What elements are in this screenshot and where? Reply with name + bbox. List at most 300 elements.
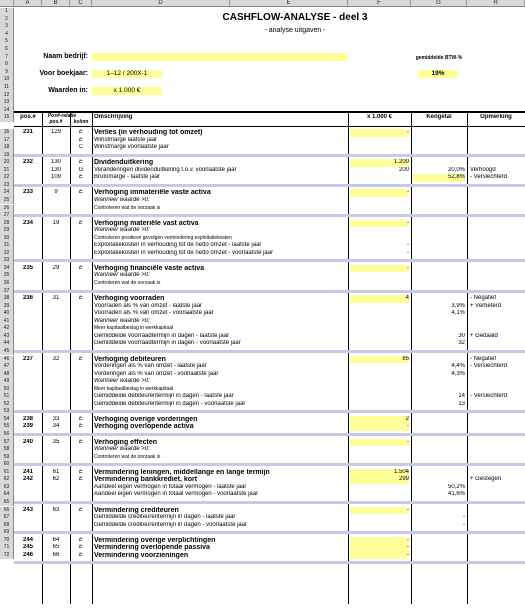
cell-relation[interactable]: 61: [52, 468, 60, 475]
row-number[interactable]: 32: [0, 250, 14, 258]
cell-amount[interactable]: [350, 491, 409, 499]
cell-amount[interactable]: -: [350, 265, 409, 273]
cell-remark[interactable]: [470, 544, 525, 552]
cell-remark[interactable]: [470, 340, 525, 348]
cell-pos[interactable]: [14, 167, 42, 175]
cell-pos[interactable]: [14, 484, 42, 492]
cell-column[interactable]: [70, 318, 92, 326]
cell-relation[interactable]: 109: [50, 174, 61, 181]
cell-ratio[interactable]: [413, 446, 465, 454]
cell-description[interactable]: Wanneer waarde >0:: [94, 378, 150, 385]
year-input[interactable]: 1–12 / 200X-1: [92, 70, 162, 78]
cell-remark[interactable]: - Verslechterd: [470, 174, 508, 181]
row-number[interactable]: 13: [0, 99, 14, 107]
column-header-b[interactable]: B: [42, 0, 70, 7]
cell-column[interactable]: [70, 386, 92, 394]
cell-amount[interactable]: 4: [350, 295, 409, 303]
cell-pos[interactable]: [14, 491, 42, 499]
cell-amount[interactable]: [350, 333, 409, 341]
cell-ratio[interactable]: [413, 378, 465, 386]
cell-description[interactable]: Dividenduitkering: [94, 159, 154, 167]
cell-relation[interactable]: 35: [52, 438, 60, 445]
cell-ratio[interactable]: [413, 272, 465, 280]
cell-relation[interactable]: [42, 325, 70, 333]
cell-column[interactable]: [70, 454, 92, 462]
cell-remark[interactable]: [470, 401, 525, 409]
cell-column[interactable]: C: [78, 144, 84, 151]
cell-pos[interactable]: [14, 272, 42, 280]
column-header-d[interactable]: D: [92, 0, 230, 7]
cell-ratio[interactable]: 3,9%: [451, 302, 465, 309]
cell-description[interactable]: Verlies (in verhouding tot omzet): [94, 129, 203, 136]
cell-column[interactable]: E: [78, 415, 83, 422]
row-number[interactable]: 6: [0, 46, 14, 54]
cell-remark[interactable]: Verhoogd: [470, 166, 496, 173]
cell-description[interactable]: Exploitatiekosten in verhouding tot de netto omzet - laatste jaar: [94, 242, 262, 249]
cell-relation[interactable]: [42, 386, 70, 394]
cell-ratio[interactable]: [413, 129, 465, 137]
cell-amount[interactable]: [350, 310, 409, 318]
row-number[interactable]: 58: [0, 446, 14, 454]
cell-description[interactable]: Wanneer waarde >0:: [94, 446, 150, 453]
cell-ratio[interactable]: 4,4%: [451, 363, 465, 370]
cell-pos[interactable]: [14, 137, 42, 145]
row-number[interactable]: 28: [0, 220, 14, 228]
cell-ratio[interactable]: 30: [458, 332, 465, 339]
cell-ratio[interactable]: [413, 235, 465, 243]
cell-column[interactable]: [70, 303, 92, 311]
cell-ratio[interactable]: [413, 144, 465, 152]
column-header-e[interactable]: E: [230, 0, 348, 7]
cell-relation[interactable]: [42, 514, 70, 522]
cell-relation[interactable]: 62: [52, 476, 60, 483]
cell-remark[interactable]: + Gedaald: [470, 332, 498, 339]
column-header-c[interactable]: C: [70, 0, 92, 7]
cell-remark[interactable]: - Negatief: [470, 295, 497, 302]
cell-relation[interactable]: [42, 310, 70, 318]
cell-column[interactable]: [70, 242, 92, 250]
cell-column[interactable]: E: [78, 536, 83, 543]
row-number[interactable]: 43: [0, 333, 14, 341]
cell-remark[interactable]: [470, 137, 525, 145]
cell-description[interactable]: Wanneer waarde >0:: [94, 272, 150, 279]
cell-description[interactable]: Verhoging overlopende activa: [94, 423, 194, 431]
cell-remark[interactable]: + Verbeterd: [470, 302, 502, 309]
cell-ratio[interactable]: 52,8%: [413, 174, 465, 182]
column-header-g[interactable]: G: [411, 0, 467, 7]
cell-pos[interactable]: 233: [22, 189, 33, 196]
cell-relation[interactable]: [42, 446, 70, 454]
cell-pos[interactable]: [14, 205, 42, 213]
row-number[interactable]: 44: [0, 340, 14, 348]
cell-column[interactable]: E: [78, 295, 83, 302]
values-input[interactable]: x 1.000 €: [92, 87, 162, 95]
cell-description[interactable]: Vermindering overige verplichtingen: [94, 536, 216, 544]
cell-pos[interactable]: [14, 363, 42, 371]
cell-pos[interactable]: [14, 235, 42, 243]
cell-column[interactable]: [70, 280, 92, 288]
row-number[interactable]: 4: [0, 31, 14, 39]
cell-amount[interactable]: [350, 484, 409, 492]
cell-amount[interactable]: [350, 522, 409, 530]
cell-pos[interactable]: 236: [22, 295, 33, 302]
cell-pos[interactable]: [14, 401, 42, 409]
cell-amount[interactable]: [350, 386, 409, 394]
row-number[interactable]: 56: [0, 431, 14, 439]
cell-description[interactable]: Controleren positieve gevolgen vermindering exploitatiekosten: [94, 234, 232, 241]
row-number[interactable]: 71: [0, 544, 14, 552]
cell-remark[interactable]: [470, 272, 525, 280]
cell-description[interactable]: Veranderingen dividenduitkering t.o.v. voorlaatste jaar: [94, 166, 237, 173]
row-number[interactable]: 14: [0, 107, 14, 115]
cell-pos[interactable]: [14, 514, 42, 522]
cell-pos[interactable]: 231: [22, 129, 33, 135]
cell-column[interactable]: E: [78, 468, 83, 475]
cell-remark[interactable]: [470, 371, 525, 379]
cell-ratio[interactable]: 41,6%: [447, 491, 465, 498]
cell-amount[interactable]: [350, 514, 409, 522]
row-number[interactable]: 38: [0, 295, 14, 303]
cell-relation[interactable]: [42, 144, 70, 152]
cell-description[interactable]: Brutomarge - laatste jaar: [94, 174, 161, 181]
cell-relation[interactable]: 129: [50, 129, 61, 135]
cell-column[interactable]: E: [78, 159, 83, 166]
cell-description[interactable]: Winstmarge laatste jaar: [94, 136, 158, 143]
cell-relation[interactable]: 33: [52, 415, 60, 422]
cell-ratio[interactable]: [413, 265, 465, 273]
cell-remark[interactable]: [470, 220, 525, 228]
cell-amount[interactable]: -: [350, 220, 409, 228]
cell-description[interactable]: Wanneer waarde >0:: [94, 227, 150, 234]
cell-amount[interactable]: -: [350, 129, 409, 137]
cell-column[interactable]: E: [78, 476, 83, 483]
cell-pos[interactable]: [14, 371, 42, 379]
row-number[interactable]: 9: [0, 69, 14, 77]
cell-column[interactable]: E: [78, 219, 83, 226]
row-number[interactable]: 49: [0, 378, 14, 386]
cell-relation[interactable]: 130: [50, 166, 61, 173]
row-number[interactable]: 40: [0, 310, 14, 318]
cell-pos[interactable]: [14, 522, 42, 530]
column-header-a[interactable]: A: [14, 0, 42, 7]
cell-column[interactable]: E: [78, 551, 83, 558]
cell-relation[interactable]: [42, 333, 70, 341]
row-number[interactable]: 5: [0, 38, 14, 46]
row-number[interactable]: 50: [0, 386, 14, 394]
cell-amount[interactable]: 2: [350, 416, 409, 424]
cell-description[interactable]: Gemiddelde voorraadtermijn in dagen - laatste jaar: [94, 332, 230, 339]
cell-ratio[interactable]: [413, 242, 465, 250]
cell-pos[interactable]: 242: [22, 476, 33, 483]
cell-amount[interactable]: -: [350, 189, 409, 197]
cell-ratio[interactable]: [413, 205, 465, 213]
cell-column[interactable]: [70, 491, 92, 499]
cell-description[interactable]: Gemiddelde voorraadtermijn in dagen - voorlaatste jaar: [94, 340, 241, 347]
cell-amount[interactable]: [350, 235, 409, 243]
cell-remark[interactable]: - Verslechterd: [470, 393, 508, 400]
cell-relation[interactable]: [42, 318, 70, 326]
cell-pos[interactable]: [14, 280, 42, 288]
cell-description[interactable]: Verhoging materiële vast activa: [94, 219, 199, 227]
cell-pos[interactable]: [14, 340, 42, 348]
cell-amount[interactable]: [350, 137, 409, 145]
cell-ratio[interactable]: [413, 423, 465, 431]
row-number[interactable]: 51: [0, 393, 14, 401]
cell-pos[interactable]: [14, 446, 42, 454]
cell-amount[interactable]: [350, 197, 409, 205]
cell-description[interactable]: Meer kapitaalbeslag in werkkapitaal: [94, 325, 174, 332]
cell-pos[interactable]: [14, 454, 42, 462]
cell-ratio[interactable]: [413, 537, 465, 545]
row-number[interactable]: 7: [0, 54, 14, 62]
cell-relation[interactable]: 66: [52, 551, 60, 558]
row-number[interactable]: 53: [0, 408, 14, 416]
cell-description[interactable]: Wanneer waarde >0:: [94, 196, 150, 203]
vat-input[interactable]: 19%: [418, 70, 458, 78]
cell-description[interactable]: Verhoging immateriële vaste activa: [94, 189, 211, 197]
cell-relation[interactable]: 32: [52, 355, 60, 362]
cell-relation[interactable]: 9: [54, 189, 58, 196]
cell-column[interactable]: [70, 272, 92, 280]
cell-ratio[interactable]: [413, 318, 465, 326]
cell-remark[interactable]: [470, 189, 525, 197]
row-number[interactable]: 33: [0, 257, 14, 265]
row-number[interactable]: 10: [0, 76, 14, 84]
cell-pos[interactable]: 245: [22, 544, 33, 551]
cell-remark[interactable]: [470, 129, 525, 137]
row-number[interactable]: 46: [0, 356, 14, 364]
row-number[interactable]: 62: [0, 476, 14, 484]
cell-pos[interactable]: 239: [22, 423, 33, 430]
row-number[interactable]: 52: [0, 401, 14, 409]
row-number[interactable]: 57: [0, 439, 14, 447]
cell-column[interactable]: E: [78, 264, 83, 271]
cell-ratio[interactable]: [413, 197, 465, 205]
cell-ratio[interactable]: 50,2%: [447, 483, 465, 490]
row-number[interactable]: 54: [0, 416, 14, 424]
cell-remark[interactable]: [470, 159, 525, 167]
cell-ratio[interactable]: [413, 325, 465, 333]
row-number[interactable]: 65: [0, 499, 14, 507]
cell-description[interactable]: Meer kapitaalbeslag in werkkapitaal: [94, 385, 174, 392]
cell-column[interactable]: [70, 197, 92, 205]
cell-description[interactable]: Aandeel eigen vermogen in totaal vermogen - voorlaatste jaar: [94, 491, 259, 498]
cell-remark[interactable]: [470, 227, 525, 235]
cell-remark[interactable]: [470, 469, 525, 477]
cell-remark[interactable]: - Verslechterd: [470, 363, 508, 370]
cell-description[interactable]: Verhoging debiteuren: [94, 355, 166, 363]
cell-amount[interactable]: [350, 174, 409, 182]
cell-pos[interactable]: [14, 174, 42, 182]
column-header-f[interactable]: F: [348, 0, 411, 7]
cell-column[interactable]: E: [78, 129, 83, 135]
cell-amount[interactable]: [350, 363, 409, 371]
cell-remark[interactable]: [470, 378, 525, 386]
row-number[interactable]: 67: [0, 514, 14, 522]
cell-column[interactable]: [70, 371, 92, 379]
cell-description[interactable]: Aandeel eigen vermogen in totaal vermogen - laatste jaar: [94, 483, 247, 490]
cell-amount[interactable]: -: [350, 537, 409, 545]
cell-ratio[interactable]: [413, 439, 465, 447]
cell-ratio[interactable]: [413, 280, 465, 288]
cell-remark[interactable]: [470, 250, 525, 258]
cell-amount[interactable]: [350, 205, 409, 213]
cell-description[interactable]: Vermindering overlopende passiva: [94, 544, 210, 552]
row-number[interactable]: 24: [0, 189, 14, 197]
cell-pos[interactable]: 241: [22, 468, 33, 475]
cell-ratio[interactable]: [413, 416, 465, 424]
company-input[interactable]: [92, 53, 348, 61]
row-number[interactable]: 26: [0, 205, 14, 213]
cell-amount[interactable]: -: [350, 423, 409, 431]
cell-amount[interactable]: -: [407, 242, 409, 249]
cell-pos[interactable]: [14, 303, 42, 311]
cell-remark[interactable]: [470, 491, 525, 499]
row-number[interactable]: 11: [0, 84, 14, 92]
cell-relation[interactable]: [42, 235, 70, 243]
cell-description[interactable]: Verhoging financiële vaste activa: [94, 264, 205, 272]
cell-ratio[interactable]: 20,0%: [447, 166, 465, 173]
row-number[interactable]: 41: [0, 318, 14, 326]
cell-amount[interactable]: 1.504: [350, 469, 409, 477]
row-number[interactable]: 63: [0, 484, 14, 492]
cell-pos[interactable]: 232: [22, 159, 33, 166]
cell-amount[interactable]: [350, 318, 409, 326]
cell-column[interactable]: [70, 378, 92, 386]
row-number[interactable]: 66: [0, 507, 14, 515]
cell-description[interactable]: Controleren wat de oorzaak is: [94, 453, 161, 460]
cell-column[interactable]: E: [78, 174, 83, 181]
cell-relation[interactable]: [42, 197, 70, 205]
row-number[interactable]: 3: [0, 23, 14, 31]
cell-column[interactable]: [70, 401, 92, 409]
cell-remark[interactable]: [470, 416, 525, 424]
row-number[interactable]: 27: [0, 212, 14, 220]
row-number[interactable]: 42: [0, 325, 14, 333]
cell-description[interactable]: Voorraden als % van omzet - voorlaatste jaar: [94, 310, 214, 317]
cell-relation[interactable]: [42, 303, 70, 311]
cell-description[interactable]: Exploitatiekosten in verhouding tot de netto omzet - voorlaatste jaar: [94, 249, 274, 256]
cell-description[interactable]: Gemiddelde debiteurentermijn in dagen - voorlaatste jaar: [94, 400, 246, 407]
cell-pos[interactable]: 235: [22, 264, 33, 271]
cell-pos[interactable]: 246: [22, 551, 33, 558]
cell-column[interactable]: G: [78, 166, 84, 173]
cell-relation[interactable]: [42, 491, 70, 499]
cell-ratio[interactable]: [413, 476, 465, 484]
cell-ratio[interactable]: [413, 250, 465, 258]
row-number[interactable]: 61: [0, 469, 14, 477]
cell-pos[interactable]: [14, 227, 42, 235]
row-number[interactable]: 30: [0, 235, 14, 243]
cell-amount[interactable]: -: [350, 552, 409, 560]
cell-pos[interactable]: 244: [22, 536, 33, 543]
cell-ratio[interactable]: [413, 356, 465, 364]
cell-column[interactable]: E: [78, 136, 83, 143]
cell-remark[interactable]: - Negatief: [470, 355, 497, 362]
row-number[interactable]: 68: [0, 522, 14, 530]
cell-amount[interactable]: 85: [350, 356, 409, 364]
cell-ratio[interactable]: [413, 189, 465, 197]
cell-column[interactable]: [70, 393, 92, 401]
cell-column[interactable]: [70, 340, 92, 348]
cell-column[interactable]: E: [78, 355, 83, 362]
cell-ratio[interactable]: 4,3%: [451, 370, 465, 377]
cell-column[interactable]: [70, 325, 92, 333]
cell-remark[interactable]: [470, 310, 525, 318]
cell-remark[interactable]: [470, 242, 525, 250]
cell-amount[interactable]: -: [350, 544, 409, 552]
cell-description[interactable]: Vermindering crediteuren: [94, 506, 179, 514]
row-number[interactable]: 48: [0, 371, 14, 379]
cell-relation[interactable]: [42, 137, 70, 145]
cell-ratio[interactable]: [413, 227, 465, 235]
cell-ratio[interactable]: [413, 220, 465, 228]
cell-description[interactable]: Vorderingen als % van omzet - voorlaatste jaar: [94, 370, 219, 377]
cell-remark[interactable]: [470, 552, 525, 560]
cell-amount[interactable]: [350, 454, 409, 462]
row-number[interactable]: 69: [0, 529, 14, 537]
cell-relation[interactable]: [42, 378, 70, 386]
row-number[interactable]: 29: [0, 227, 14, 235]
cell-amount[interactable]: [350, 272, 409, 280]
cell-pos[interactable]: [14, 197, 42, 205]
cell-remark[interactable]: [470, 205, 525, 213]
cell-amount[interactable]: -: [407, 249, 409, 256]
row-number[interactable]: 39: [0, 303, 14, 311]
cell-column[interactable]: [70, 333, 92, 341]
cell-amount[interactable]: 1.200: [350, 159, 409, 167]
cell-pos[interactable]: [14, 310, 42, 318]
cell-amount[interactable]: 200: [398, 166, 409, 173]
cell-relation[interactable]: [42, 227, 70, 235]
cell-pos[interactable]: [14, 378, 42, 386]
row-number[interactable]: 21: [0, 167, 14, 175]
cell-amount[interactable]: [350, 393, 409, 401]
row-number[interactable]: 45: [0, 348, 14, 356]
cell-relation[interactable]: [42, 363, 70, 371]
row-number[interactable]: 18: [0, 144, 14, 152]
cell-ratio[interactable]: -: [463, 514, 465, 521]
cell-ratio[interactable]: 32: [458, 340, 465, 347]
corner-cell[interactable]: [0, 0, 14, 7]
cell-amount[interactable]: 299: [350, 476, 409, 484]
cell-relation[interactable]: [42, 454, 70, 462]
cell-relation[interactable]: [42, 272, 70, 280]
cell-ratio[interactable]: -: [463, 521, 465, 528]
cell-remark[interactable]: [470, 507, 525, 515]
cell-remark[interactable]: [470, 265, 525, 273]
row-number[interactable]: 59: [0, 454, 14, 462]
cell-description[interactable]: Winstmarge voorlaatste jaar: [94, 144, 169, 151]
cell-remark[interactable]: [470, 325, 525, 333]
cell-relation[interactable]: 31: [52, 295, 60, 302]
row-number[interactable]: 34: [0, 265, 14, 273]
cell-description[interactable]: Vermindering leningen, middellange en lange termijn: [94, 468, 270, 476]
row-number[interactable]: 36: [0, 280, 14, 288]
cell-remark[interactable]: [470, 235, 525, 243]
row-number[interactable]: 60: [0, 461, 14, 469]
cell-description[interactable]: Vermindering voorzieningen: [94, 551, 189, 559]
cell-column[interactable]: E: [78, 506, 83, 513]
cell-relation[interactable]: [42, 371, 70, 379]
cell-amount[interactable]: [350, 340, 409, 348]
row-number[interactable]: 64: [0, 491, 14, 499]
cell-description[interactable]: Vermindering bankkrediet, kort: [94, 476, 198, 484]
cell-relation[interactable]: [42, 401, 70, 409]
cell-pos[interactable]: 243: [22, 506, 33, 513]
cell-ratio[interactable]: [413, 552, 465, 560]
cell-ratio[interactable]: [413, 159, 465, 167]
